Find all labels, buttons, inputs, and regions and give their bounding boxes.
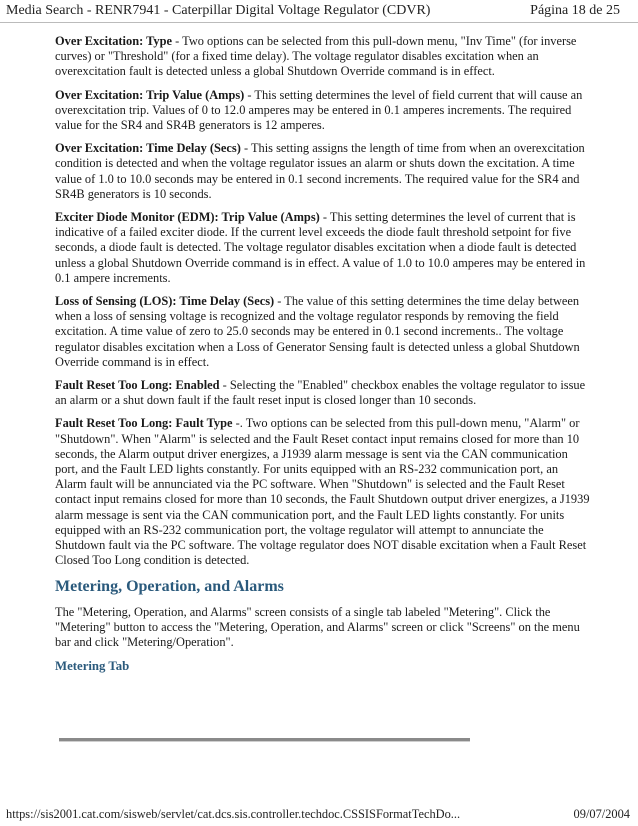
paragraph-heading: Fault Reset Too Long: Fault Type xyxy=(55,416,233,431)
paragraph-heading: Over Excitation: Type xyxy=(55,34,173,48)
paragraph-over-excitation-time-delay xyxy=(55,141,592,202)
section-title: Metering, Operation, and Alarms xyxy=(55,577,284,595)
paragraph-heading: Over Excitation: Time Delay (Secs) xyxy=(55,141,241,156)
paragraph-text: - The value of this setting determines the time delay between when a loss of sensing voltage is recognized and the voltage regulator responds by removing the field excitation. A time value of zero to 25.0 seconds may be entered in 0.1 second increments.. The voltage regulator disables excitation when a Loss of Generator Sensing fault is detected unless a global Shutdown Override command is in effect. xyxy=(55,294,580,369)
paragraph-text: - Two options can be selected from this pull-down menu, "Inv Time" (for inverse curves) or "Threshold" (for a fixed time delay). The voltage regulator disables excitation when an overexcitation fault is detected unless a global Shutdown Override command is in effect. xyxy=(55,34,577,79)
paragraph-text: -. Two options can be selected from this pull-down menu, "Alarm" or "Shutdown". When "Alarm" is selected and the Fault Reset contact input remains closed for more than 10 seconds, the Alarm output driver energizes, a J1939 alarm message is sent via the CAN communication port, and the Fault LED lights constantly. For units equipped with an RS-232 communication port, an Alarm fault will be annunciated via the PC software. When "Shutdown" is selected and the Fault Reset contact input remains closed for more than 10 seconds, the Fault Shutdown output driver energizes, a J1939 alarm message is sent via the CAN communication port, and the Fault LED lights constantly. For units equipped with an RS-232 communication port, the voltage regulator will attempt to annunciate the Shutdown fault via the PC software. The voltage regulator does NOT disable excitation when a Fault Reset Closed Too Long condition is detected. xyxy=(55,416,590,568)
section-intro: The "Metering, Operation, and Alarms" screen consists of a single tab labeled "Metering". Click the "Metering" button to access the "Metering, Operation, and Alarms" screen or click "Screens" on the menu bar and click "Metering/Operation". xyxy=(55,604,580,649)
paragraph-text: - This setting determines the level of current that is indicative of a failed exciter diode. If the current level exceeds the diode fault threshold setpoint for five seconds, a diode fault is detected. The voltage regulator disables excitation when a diode fault is detected unless a global Shutdown Override command is in effect. A value of 1.0 to 10.0 amperes may be entered in 0.1 ampere increments. xyxy=(55,210,586,285)
paragraph-heading: Exciter Diode Monitor (EDM): Trip Value (Amps) xyxy=(55,210,320,225)
paragraph-over-excitation-type xyxy=(55,34,592,80)
footer-date: 09/07/2004 xyxy=(573,807,630,821)
subsection-title: Metering Tab xyxy=(55,659,130,674)
paragraph-fault-reset-fault-type xyxy=(55,416,592,568)
page-header xyxy=(0,0,638,23)
paragraph-heading: Fault Reset Too Long: Enabled xyxy=(55,378,220,393)
paragraph-text: - Selecting the "Enabled" checkbox enables the voltage regulator to issue an alarm or a shut down fault if the fault reset input is closed longer than 10 seconds. xyxy=(55,378,586,408)
paragraph-exciter-diode-monitor xyxy=(55,210,592,286)
paragraph-text: - This setting assigns the length of time from when an overexcitation condition is detected and when the voltage regulator issues an alarm or shuts down the excitation. A time value of 1.0 to 10.0 seconds may be entered in 0.1 second increments. The required value for the SR4 and SR4B generators is 10 seconds. xyxy=(55,141,585,201)
paragraph-fault-reset-enabled xyxy=(55,378,592,408)
document-body xyxy=(55,34,592,674)
page-number: Página 18 de 25 xyxy=(530,3,620,18)
paragraph-heading: Over Excitation: Trip Value (Amps) xyxy=(55,87,245,102)
paragraph-text: - This setting determines the level of field current that will cause an overexcitation trip. Values of 0 to 12.0 amperes may be entered in 0.1 amperes increments. The required value for the SR4 and SR4B generators is 12 amperes. xyxy=(55,87,583,133)
horizontal-rule xyxy=(59,738,470,742)
paragraph-heading: Loss of Sensing (LOS): Time Delay (Secs) xyxy=(55,294,275,309)
paragraph-loss-of-sensing xyxy=(55,294,592,370)
page-footer xyxy=(6,806,634,822)
document-title: Media Search - RENR7941 - Caterpillar Digital Voltage Regulator (CDVR) xyxy=(6,3,431,18)
paragraph-over-excitation-trip-value xyxy=(55,88,592,134)
footer-url: https://sis2001.cat.com/sisweb/servlet/cat.dcs.sis.controller.techdoc.CSSISFormatTechDo... xyxy=(6,807,461,821)
